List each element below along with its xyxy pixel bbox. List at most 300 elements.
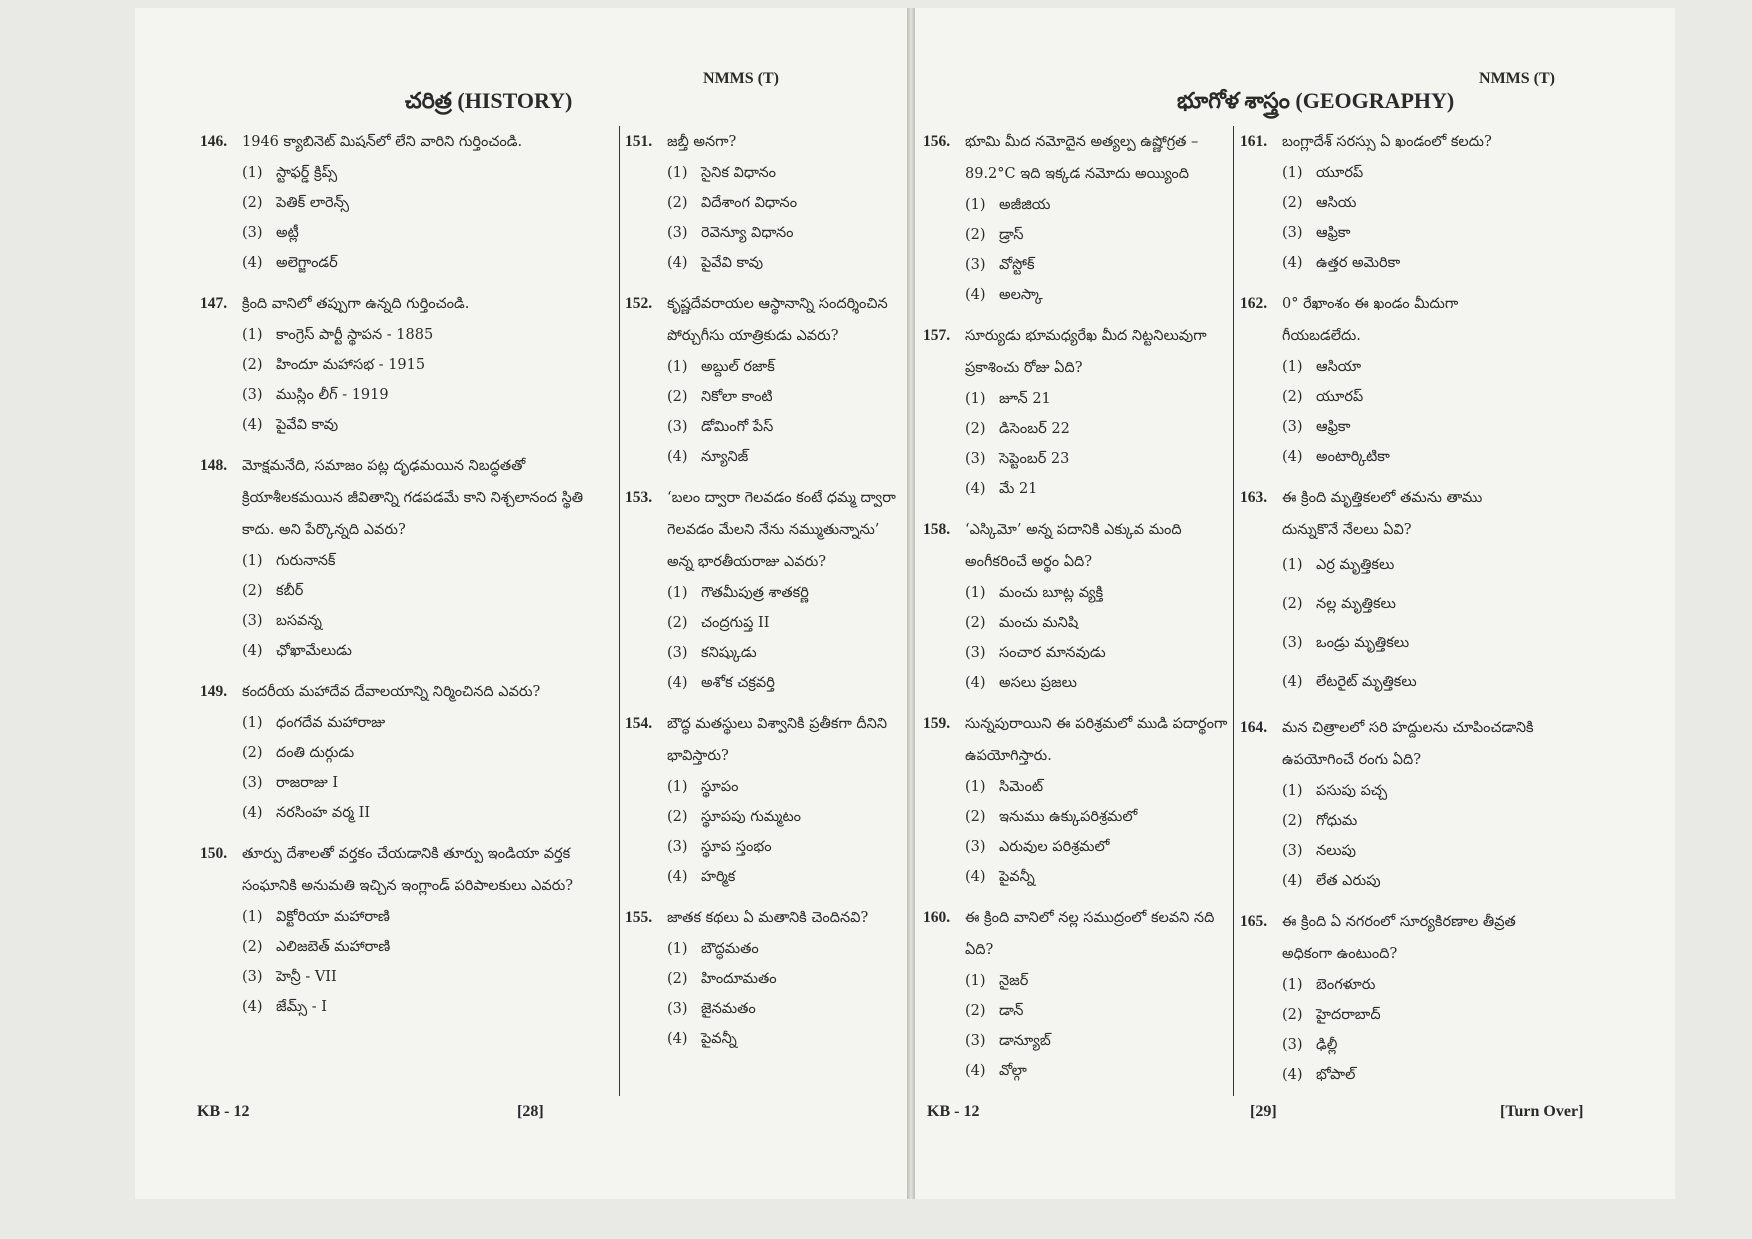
question-text: ‘బలం ద్వారా గెలవడం కంటే ధమ్మ ద్వారా గెలవడం మేలని నేను నమ్ముతున్నాను’ అన్న భారతీయరాజు ఎవరు? <box>667 490 896 570</box>
answer-option <box>625 1024 905 1054</box>
question-text: 0° రేఖాంశం ఈ ఖండం మీదుగా గీయబడలేదు. <box>1282 296 1459 344</box>
answer-option <box>625 832 905 862</box>
option-number: (2) <box>242 939 263 955</box>
question-stem <box>200 676 605 708</box>
option-text: ధంగదేవ మహారాజు <box>276 715 386 731</box>
answer-option <box>923 966 1228 996</box>
answer-option <box>1240 1030 1540 1060</box>
option-number: (3) <box>965 257 986 273</box>
question-stem <box>1240 712 1540 776</box>
option-number: (4) <box>965 1063 986 1079</box>
option-text: ఢిల్లీ <box>1316 1037 1338 1053</box>
answer-option <box>1240 1000 1540 1030</box>
option-number: (3) <box>242 775 263 791</box>
option-number: (2) <box>965 227 986 243</box>
answer-option <box>625 218 905 248</box>
page-number: [28] <box>517 1103 544 1120</box>
answer-option <box>923 220 1228 250</box>
option-text: పసుపు పచ్చ <box>1316 783 1388 799</box>
question-text: సూర్యుడు భూమధ్యరేఖ మీద నిట్టనిలువుగా ప్రకాశించు రోజు ఏది? <box>965 328 1207 376</box>
option-number: (4) <box>667 675 688 691</box>
option-number: (3) <box>1282 843 1303 859</box>
answer-option <box>1240 624 1540 663</box>
option-number: (1) <box>242 909 263 925</box>
question-stem <box>625 708 905 772</box>
option-text: పెతిక్ లారెన్స్ <box>276 195 349 211</box>
answer-option <box>923 668 1228 698</box>
question-text: మన చిత్రాలలో సరి హద్దులను చూపించడానికి ఉపయోగించే రంగు ఏది? <box>1282 720 1534 768</box>
footer-code: KB - 12 <box>197 1103 250 1120</box>
answer-option <box>200 962 605 992</box>
question-stem <box>200 288 605 320</box>
option-number: (1) <box>242 327 263 343</box>
answer-option <box>625 158 905 188</box>
option-number: (4) <box>965 869 986 885</box>
option-text: హైదరాబాద్ <box>1316 1007 1381 1023</box>
answer-option <box>1240 352 1540 382</box>
option-text: సిమెంట్ <box>999 779 1044 795</box>
question-number: 148. <box>200 457 228 474</box>
option-number: (4) <box>242 999 263 1015</box>
question-stem <box>923 126 1228 190</box>
option-text: అలెగ్జాండర్ <box>276 255 338 271</box>
option-text: మంచు బూట్ల వ్యక్తి <box>999 585 1104 601</box>
answer-option <box>625 412 905 442</box>
answer-option <box>625 772 905 802</box>
option-text: డోమింగో పేస్ <box>701 419 774 435</box>
option-text: బెంగళూరు <box>1316 977 1376 993</box>
option-text: అలస్కా <box>999 287 1043 303</box>
question-text: జబ్తీ అనగా? <box>667 134 737 150</box>
question-text: బంగ్లాదేశ్ సరస్సు ఏ ఖండంలో కలదు? <box>1282 134 1492 150</box>
option-text: న్యూనిజ్ <box>701 449 749 465</box>
question <box>200 676 605 828</box>
option-number: (3) <box>1282 225 1303 241</box>
option-number: (1) <box>667 165 688 181</box>
option-text: దంతి దుర్గుడు <box>276 745 355 761</box>
question-text: 1946 క్యాబినెట్ మిషన్‌లో లేని వారిని గుర్తించండి. <box>242 134 523 150</box>
option-text: విక్టోరియా మహారాణి <box>276 909 390 925</box>
option-number: (1) <box>965 585 986 601</box>
question-number: 150. <box>200 845 228 862</box>
answer-option <box>923 250 1228 280</box>
option-text: నల్ల మృత్తికలు <box>1316 596 1396 612</box>
option-number: (4) <box>1282 873 1303 889</box>
option-number: (1) <box>667 941 688 957</box>
answer-option <box>1240 1060 1540 1090</box>
question-number: 149. <box>200 683 228 700</box>
option-number: (1) <box>1282 783 1303 799</box>
option-number: (2) <box>667 809 688 825</box>
question-text: సున్నపురాయిని ఈ పరిశ్రమలో ముడి పదార్థంగా ఉపయోగిస్తారు. <box>965 716 1228 764</box>
answer-option <box>200 218 605 248</box>
option-number: (2) <box>667 389 688 405</box>
option-text: చంద్రగుప్త II <box>701 615 770 631</box>
option-text: జూన్ 21 <box>999 391 1051 407</box>
option-number: (1) <box>1282 359 1303 375</box>
answer-option <box>923 414 1228 444</box>
answer-option <box>200 768 605 798</box>
option-text: హిందూ మహాసభ - 1915 <box>276 357 426 373</box>
option-number: (2) <box>1282 389 1303 405</box>
question-text: కందరీయ మహాదేవ దేవాలయాన్ని నిర్మించినది ఎవరు? <box>242 684 541 700</box>
option-number: (3) <box>242 969 263 985</box>
question <box>625 482 905 698</box>
option-number: (2) <box>1282 195 1303 211</box>
question <box>923 902 1228 1086</box>
answer-option <box>200 576 605 606</box>
option-number: (2) <box>1282 596 1303 612</box>
option-number: (4) <box>242 417 263 433</box>
option-text: బౌద్ధమతం <box>701 941 759 957</box>
option-number: (3) <box>242 225 263 241</box>
right-page-geography <box>915 8 1675 1199</box>
question-stem <box>1240 906 1540 970</box>
question-text: ‘ఎస్కిమో’ అన్న పదానికి ఎక్కువ మంది అంగీకరించే అర్థం ఏది? <box>965 522 1182 570</box>
question-stem <box>1240 482 1540 546</box>
question <box>923 514 1228 698</box>
option-number: (2) <box>965 421 986 437</box>
option-number: (1) <box>667 359 688 375</box>
question <box>1240 288 1540 472</box>
question-number: 164. <box>1240 719 1268 736</box>
option-number: (4) <box>667 869 688 885</box>
answer-option <box>923 802 1228 832</box>
question-stem <box>625 902 905 934</box>
option-number: (4) <box>1282 449 1303 465</box>
option-number: (4) <box>1282 674 1303 690</box>
answer-option <box>200 636 605 666</box>
question-number: 151. <box>625 133 653 150</box>
answer-option <box>625 862 905 892</box>
option-text: అబ్దుల్ రజాక్ <box>701 359 775 375</box>
answer-option <box>200 248 605 278</box>
option-text: పైవేవి కావు <box>276 417 339 433</box>
answer-option <box>625 638 905 668</box>
question-number: 147. <box>200 295 228 312</box>
option-number: (2) <box>667 615 688 631</box>
question-number: 165. <box>1240 913 1268 930</box>
question <box>200 126 605 278</box>
answer-option <box>1240 806 1540 836</box>
option-text: ఉత్తర అమెరికా <box>1316 255 1401 271</box>
option-number: (3) <box>667 645 688 661</box>
option-number: (2) <box>242 745 263 761</box>
option-number: (1) <box>242 165 263 181</box>
option-text: యూరప్ <box>1316 165 1364 181</box>
question <box>200 288 605 440</box>
option-text: హిందూమతం <box>701 971 777 987</box>
answer-option <box>1240 158 1540 188</box>
answer-option <box>923 772 1228 802</box>
history-column-1 <box>200 126 605 1032</box>
option-text: డాన్ <box>999 1003 1024 1019</box>
option-text: నరసింహ వర్మ II <box>276 805 371 821</box>
option-number: (1) <box>965 779 986 795</box>
question-number: 156. <box>923 133 951 150</box>
option-text: పైవేవి కావు <box>701 255 764 271</box>
option-number: (2) <box>1282 813 1303 829</box>
option-text: ఆఫ్రికా <box>1316 225 1351 241</box>
question-text: క్రింది వానిలో తప్పుగా ఉన్నది గుర్తించండి. <box>242 296 470 312</box>
option-text: కబీర్ <box>276 583 304 599</box>
option-number: (1) <box>242 715 263 731</box>
option-text: వోస్టోక్ <box>999 257 1035 273</box>
option-text: ఇనుము ఉక్కుపరిశ్రమలో <box>999 809 1138 825</box>
question-number: 158. <box>923 521 951 538</box>
exam-code: NMMS (T) <box>1479 70 1555 87</box>
question-stem <box>625 126 905 158</box>
left-page-history <box>135 8 907 1199</box>
question <box>923 708 1228 892</box>
question-stem <box>923 902 1228 966</box>
answer-option <box>200 738 605 768</box>
answer-option <box>200 350 605 380</box>
answer-option <box>625 802 905 832</box>
question <box>1240 712 1540 896</box>
option-number: (3) <box>667 225 688 241</box>
option-text: నికోలా కాంటి <box>701 389 773 405</box>
option-number: (4) <box>667 255 688 271</box>
option-text: కనిష్కుడు <box>701 645 757 661</box>
option-number: (1) <box>965 391 986 407</box>
question <box>200 838 605 1022</box>
question-stem <box>923 320 1228 384</box>
answer-option <box>200 708 605 738</box>
answer-option <box>200 380 605 410</box>
option-number: (4) <box>242 643 263 659</box>
option-text: సెప్టెంబర్ 23 <box>999 451 1070 467</box>
answer-option <box>200 992 605 1022</box>
question <box>923 320 1228 504</box>
option-text: కాంగ్రెస్ పార్టీ స్థాపన - 1885 <box>276 327 434 343</box>
answer-option <box>923 280 1228 310</box>
question <box>1240 482 1540 702</box>
option-text: గురునానక్ <box>276 553 336 569</box>
answer-option <box>625 934 905 964</box>
question-text: భూమి మీద నమోదైన అత్యల్ప ఉష్ణోగ్రత –89.2°C ఇది ఇక్కడ నమోదు అయ్యింది <box>965 134 1199 182</box>
answer-option <box>1240 663 1540 702</box>
question-text: మోక్షమనేది, సమాజం పట్ల దృఢమయిన నిబద్ధతతో క్రియాశీలకమయిన జీవితాన్ని గడపడమే కాని నిశ్చలానంద స్థితి కాదు. అని పేర్కొన్నది ఎవరు? <box>242 458 584 538</box>
answer-option <box>923 996 1228 1026</box>
option-number: (3) <box>1282 635 1303 651</box>
question-text: బౌద్ధ మతస్థులు విశ్వానికి ప్రతీకగా దీనిని భావిస్తారు? <box>667 716 888 764</box>
option-number: (4) <box>965 675 986 691</box>
option-number: (4) <box>667 1031 688 1047</box>
question-number: 163. <box>1240 489 1268 506</box>
option-text: అసలు ప్రజలు <box>999 675 1077 691</box>
answer-option <box>625 608 905 638</box>
page-number: [29] <box>1250 1103 1277 1120</box>
question-text: తూర్పు దేశాలతో వర్తకం చేయడానికి తూర్పు ఇండియా వర్తక సంఘానికి అనుమతి ఇచ్చిన ఇంగ్లాండ్ పరిపాలకులు ఎవరు? <box>242 846 574 894</box>
option-text: వోల్గా <box>999 1063 1027 1079</box>
option-number: (1) <box>965 973 986 989</box>
option-text: ఒండ్రు మృత్తికలు <box>1316 635 1410 651</box>
option-number: (3) <box>667 1001 688 1017</box>
answer-option <box>923 832 1228 862</box>
option-number: (2) <box>667 971 688 987</box>
question-number: 157. <box>923 327 951 344</box>
option-text: జేమ్స్ - I <box>276 999 328 1015</box>
answer-option <box>200 410 605 440</box>
answer-option <box>1240 412 1540 442</box>
question-stem <box>923 514 1228 578</box>
question-text: ఈ క్రింది ఏ నగరంలో సూర్యకిరణాల తీవ్రత అధికంగా ఉంటుంది? <box>1282 914 1516 962</box>
option-number: (2) <box>667 195 688 211</box>
option-text: మంచు మనిషి <box>999 615 1079 631</box>
option-text: అంటార్కిటికా <box>1316 449 1390 465</box>
option-text: లేత ఎరుపు <box>1316 873 1381 889</box>
option-number: (1) <box>1282 557 1303 573</box>
answer-option <box>1240 776 1540 806</box>
question-stem <box>200 126 605 158</box>
column-divider <box>1233 126 1234 1096</box>
option-number: (2) <box>965 809 986 825</box>
option-text: హర్మిక <box>701 869 736 885</box>
question-stem <box>200 450 605 546</box>
option-number: (4) <box>667 449 688 465</box>
answer-option <box>200 798 605 828</box>
option-text: జైనమతం <box>701 1001 756 1017</box>
option-text: రెవెన్యూ విధానం <box>701 225 794 241</box>
answer-option <box>625 964 905 994</box>
question-number: 159. <box>923 715 951 732</box>
option-number: (1) <box>242 553 263 569</box>
answer-option <box>1240 248 1540 278</box>
question <box>1240 126 1540 278</box>
option-number: (3) <box>965 645 986 661</box>
answer-option <box>923 608 1228 638</box>
question-stem <box>200 838 605 902</box>
option-number: (1) <box>667 585 688 601</box>
option-number: (1) <box>667 779 688 795</box>
answer-option <box>923 444 1228 474</box>
option-text: ఛోఖామేలుడు <box>276 643 352 659</box>
answer-option <box>1240 382 1540 412</box>
option-number: (2) <box>965 1003 986 1019</box>
answer-option <box>1240 218 1540 248</box>
answer-option <box>923 474 1228 504</box>
option-text: నలుపు <box>1316 843 1356 859</box>
question <box>625 708 905 892</box>
answer-option <box>625 578 905 608</box>
question <box>625 288 905 472</box>
geography-column-1 <box>923 126 1228 1096</box>
option-text: స్థూపం <box>701 779 739 795</box>
option-text: అశోక చక్రవర్తి <box>701 675 775 691</box>
answer-option <box>1240 836 1540 866</box>
option-text: డిసెంబర్ 22 <box>999 421 1070 437</box>
question-stem <box>923 708 1228 772</box>
answer-option <box>625 248 905 278</box>
section-title-history: చరిత్ర (HISTORY) <box>405 88 573 113</box>
option-number: (3) <box>667 419 688 435</box>
answer-option <box>200 320 605 350</box>
option-number: (1) <box>1282 977 1303 993</box>
option-number: (2) <box>242 195 263 211</box>
answer-option <box>1240 546 1540 585</box>
question-number: 153. <box>625 489 653 506</box>
option-text: భోపాల్ <box>1316 1067 1356 1083</box>
option-number: (3) <box>242 613 263 629</box>
option-text: ఎలిజబెత్ మహారాణి <box>276 939 391 955</box>
history-column-2 <box>625 126 905 1064</box>
answer-option <box>923 578 1228 608</box>
question-text: కృష్ణదేవరాయల ఆస్థానాన్ని సందర్శించిన పోర్చుగీసు యాత్రికుడు ఎవరు? <box>667 296 888 344</box>
option-text: స్థూపపు గుమ్మటం <box>701 809 802 825</box>
option-number: (2) <box>242 583 263 599</box>
option-number: (4) <box>1282 255 1303 271</box>
option-text: ఆసియ <box>1316 195 1357 211</box>
option-number: (4) <box>1282 1067 1303 1083</box>
answer-option <box>923 638 1228 668</box>
answer-option <box>625 442 905 472</box>
option-number: (4) <box>965 287 986 303</box>
option-text: డ్రాస్ <box>999 227 1024 243</box>
option-number: (3) <box>965 451 986 467</box>
turn-over: [Turn Over] <box>1500 1103 1584 1120</box>
option-number: (2) <box>965 615 986 631</box>
answer-option <box>625 994 905 1024</box>
answer-option <box>1240 970 1540 1000</box>
option-text: గౌతమీపుత్ర శాతకర్ణి <box>701 585 809 601</box>
exam-code: NMMS (T) <box>703 70 779 87</box>
answer-option <box>1240 585 1540 624</box>
answer-option <box>200 932 605 962</box>
option-text: పైవన్నీ <box>999 869 1035 885</box>
question-text: జాతక కథలు ఏ మతానికి చెందినవి? <box>667 910 869 926</box>
answer-option <box>1240 866 1540 896</box>
question-stem <box>1240 288 1540 352</box>
question-text: ఈ క్రింది మృత్తికలలో తమను తాము దున్నుకొనే నేలలు ఏవి? <box>1282 490 1483 538</box>
question-number: 152. <box>625 295 653 312</box>
answer-option <box>1240 442 1540 472</box>
answer-option <box>625 382 905 412</box>
option-number: (3) <box>1282 1037 1303 1053</box>
option-number: (3) <box>1282 419 1303 435</box>
geography-column-2 <box>1240 126 1540 1100</box>
answer-option <box>200 546 605 576</box>
question-stem <box>1240 126 1540 158</box>
option-text: పైవన్నీ <box>701 1031 737 1047</box>
option-text: లేటరైట్ మృత్తికలు <box>1316 674 1417 690</box>
answer-option <box>625 668 905 698</box>
option-number: (4) <box>242 805 263 821</box>
option-number: (3) <box>965 1033 986 1049</box>
option-text: మే 21 <box>999 481 1038 497</box>
option-number: (2) <box>242 357 263 373</box>
option-number: (1) <box>965 197 986 213</box>
book-fold <box>907 8 915 1199</box>
option-number: (3) <box>965 839 986 855</box>
answer-option <box>923 190 1228 220</box>
option-text: నైజర్ <box>999 973 1029 989</box>
answer-option <box>923 1056 1228 1086</box>
question <box>923 126 1228 310</box>
answer-option <box>200 188 605 218</box>
option-number: (3) <box>242 387 263 403</box>
option-text: ఆసియా <box>1316 359 1362 375</box>
option-text: అజీజియ <box>999 197 1051 213</box>
question <box>625 902 905 1054</box>
option-text: సంచార మానవుడు <box>999 645 1106 661</box>
question <box>200 450 605 666</box>
option-text: అట్లీ <box>276 225 299 241</box>
column-divider <box>619 126 620 1096</box>
answer-option <box>200 902 605 932</box>
answer-option <box>200 158 605 188</box>
answer-option <box>1240 188 1540 218</box>
